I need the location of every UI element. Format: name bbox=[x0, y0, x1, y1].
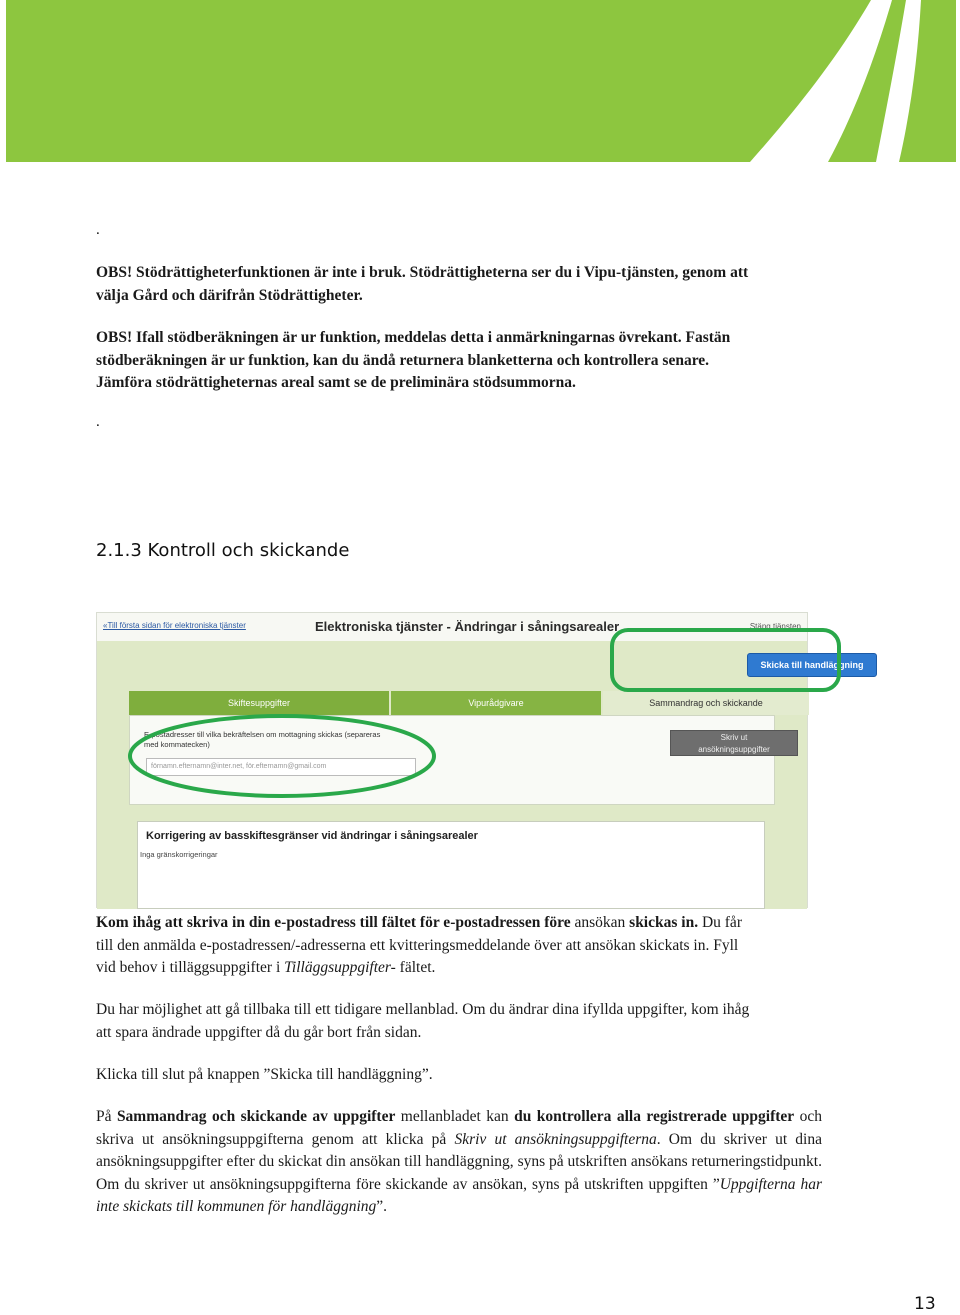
bold-text: skickas in. bbox=[629, 914, 699, 931]
paragraph-line bbox=[96, 912, 822, 935]
obs-note-1-line: välja Gård och därifrån Stödrättigheter. bbox=[96, 286, 363, 304]
section-heading: 2.1.3 Kontroll och skickande bbox=[96, 540, 350, 561]
embedded-screenshot bbox=[96, 612, 864, 908]
text: mellanbladet kan bbox=[395, 1108, 515, 1125]
text: vid behov i tilläggsuppgifter i bbox=[96, 959, 285, 976]
obs-note-1-line: OBS! Stödrättigheterfunktionen är inte i bruk. Stödrättigheterna ser du i Vipu-tjänsten, genom att bbox=[96, 264, 749, 281]
bold-text: du kontrollera alla registrerade uppgifter bbox=[514, 1108, 795, 1125]
text: . Om du skriver ut dina ansökningsuppgifter efter du skickat din ansökan till handläggning, syns på utskriften ansökans returneringstidpunkt. Om du skriver ut ansökningsuppgifterna före skickande av ansökan, syns på utskriften uppgiften ” bbox=[96, 1130, 822, 1193]
close-service-link[interactable]: Stäng tjänsten bbox=[749, 622, 801, 631]
bold-text: Kom ihåg att skriva in din e-postadress till fältet för e-postadressen före bbox=[96, 914, 571, 931]
tab-vipu-advisor[interactable]: Vipurådgivare bbox=[391, 691, 601, 715]
send-to-processing-button[interactable]: Skicka till handläggning bbox=[747, 653, 877, 677]
service-title: Elektroniska tjänster - Ändringar i såningsarealer bbox=[315, 619, 620, 634]
email-input[interactable]: förnamn.efternamn@inter.net, för.efternamn@gmail.com bbox=[146, 758, 416, 776]
obs-note-2 bbox=[96, 327, 836, 395]
text: På bbox=[96, 1108, 117, 1125]
paragraph-line: till den anmälda e-postadressen/-adresserna ett kvitteringsmeddelande över att ansökan skickats in. Fyll bbox=[96, 936, 739, 954]
stray-dot: . bbox=[96, 222, 100, 238]
text: ”. bbox=[376, 1198, 388, 1215]
paragraph-click-send: Klicka till slut på knappen ”Skicka till handläggning”. bbox=[96, 1066, 433, 1083]
boundary-correction-title: Korrigering av basskiftesgränser vid ändringar i såningsarealer bbox=[146, 830, 478, 842]
stray-dot: . bbox=[96, 414, 100, 430]
obs-note-2-line: Jämföra stödrättigheternas areal samt se de preliminära stödsummorna. bbox=[96, 374, 576, 391]
italic-text: Uppgifterna har inte skickats till kommunen för handläggning bbox=[96, 1175, 822, 1215]
print-button-label: Skriv ut bbox=[720, 733, 748, 742]
paragraph-email-reminder bbox=[96, 912, 822, 980]
italic-text: Tilläggsuppgifter- bbox=[284, 959, 396, 976]
email-panel bbox=[129, 715, 775, 805]
paragraph-go-back bbox=[96, 999, 822, 1044]
obs-note-1 bbox=[96, 262, 836, 307]
print-application-button[interactable] bbox=[670, 730, 798, 756]
paragraph-line: Du har möjlighet att gå tillbaka till ett tidigare mellanblad. Om du ändrar dina ifyllda uppgifter, kom ihåg bbox=[96, 1001, 750, 1018]
back-to-services-link[interactable]: «Till första sidan för elektroniska tjänster bbox=[103, 621, 246, 630]
obs-note-2-line: stödberäkningen är ur funktion, kan du ändå returnera blanketterna och kontrollera senare. bbox=[96, 351, 710, 369]
text: ansökan bbox=[570, 914, 630, 931]
italic-text: Skriv ut ansökningsuppgifterna bbox=[454, 1130, 657, 1148]
bold-text: Sammandrag och skickande av uppgifter bbox=[116, 1108, 396, 1125]
leaf-logo-icon bbox=[6, 0, 956, 162]
tab-summary-and-send[interactable]: Sammandrag och skickande bbox=[603, 691, 809, 715]
print-button-label: ansökningsuppgifter bbox=[698, 745, 770, 754]
tab-bar bbox=[129, 691, 809, 715]
paragraph-summary-tab bbox=[96, 1106, 822, 1219]
page-number: 13 bbox=[914, 1294, 936, 1314]
text: fältet. bbox=[395, 959, 436, 976]
boundary-correction-panel bbox=[137, 821, 765, 909]
text: Du får bbox=[698, 914, 742, 931]
text: och skriva ut ansökningsuppgifterna genom att klicka på bbox=[96, 1108, 822, 1148]
obs-note-2-line: OBS! Ifall stödberäkningen är ur funktion, meddelas detta i anmärkningarnas övrekant. Fastän bbox=[96, 329, 731, 346]
header-band bbox=[6, 0, 956, 162]
email-field-label: E-postadresser till vilka bekräftelsen om mottagning skickas (separeras med kommatecken) bbox=[144, 730, 381, 749]
paragraph-line: att spara ändrade uppgifter då du går bort från sidan. bbox=[96, 1023, 422, 1041]
paragraph-line bbox=[96, 957, 822, 980]
tab-field-data[interactable]: Skiftesuppgifter bbox=[129, 691, 389, 715]
boundary-correction-status: Inga gränskorrigeringar bbox=[140, 850, 218, 859]
